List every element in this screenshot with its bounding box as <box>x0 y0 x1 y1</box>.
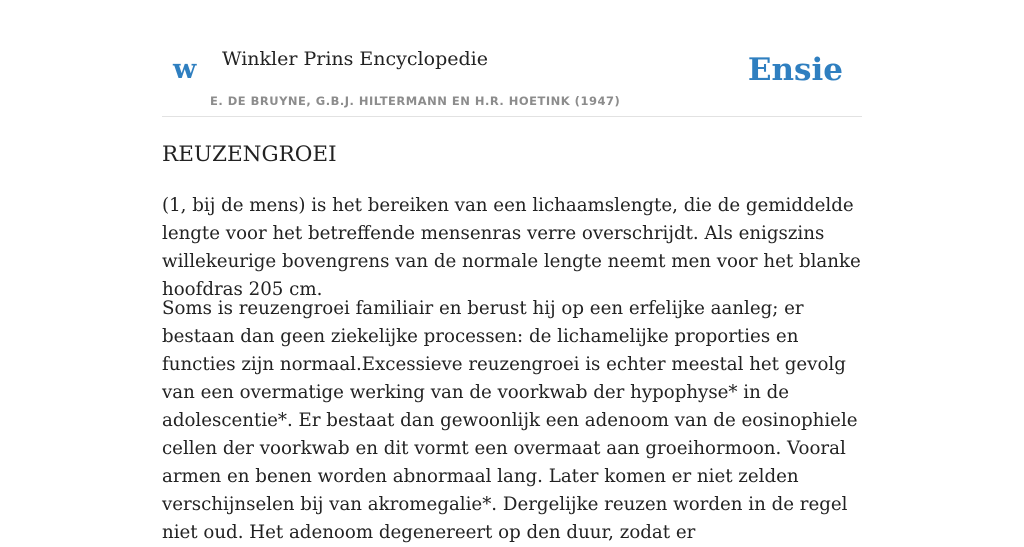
site-header <box>162 0 862 117</box>
article-paragraph-1: (1, bij de mens) is het bereiken van een lichaamslengte, die de gemiddelde lengte voor het betreffende mensenras verre overschrijdt. Als enigszins willekeurige bovengrens van de normale lengte neemt men voor het blanke hoofdras 205 cm. <box>162 195 861 300</box>
article-paragraph-2: Soms is reuzengroei familiair en berust hij op een erfelijke aanleg; er bestaan dan geen ziekelijke processen: de lichamelijke proporties en functies zijn normaal.Excessieve reuzengroei is echter meestal het gevolg van een overmatige werking van de voorkwab der hypophyse* in de adolescentie*. Er bestaat dan gewoonlijk een adenoom van de eosinophiele cellen der voorkwab en dit vormt een overmaat aan groeihormoon. Vooral armen en benen worden abnormaal lang. Later komen er niet zelden verschijnselen bij van akromegalie*. Dergelijke reuzen worden in de regel niet oud. Het adenoom degenereert op den duur, zodat er <box>162 298 858 543</box>
ensie-brand-logo[interactable]: Ensie <box>747 52 843 88</box>
winkler-prins-logo[interactable]: w <box>173 54 197 85</box>
page-container <box>162 0 862 543</box>
authors-line: E. DE BRUYNE, G.B.J. HILTERMANN EN H.R. HOETINK (1947) <box>210 94 621 108</box>
site-title[interactable]: Winkler Prins Encyclopedie <box>222 48 488 70</box>
article-title: REUZENGROEI <box>162 142 337 167</box>
